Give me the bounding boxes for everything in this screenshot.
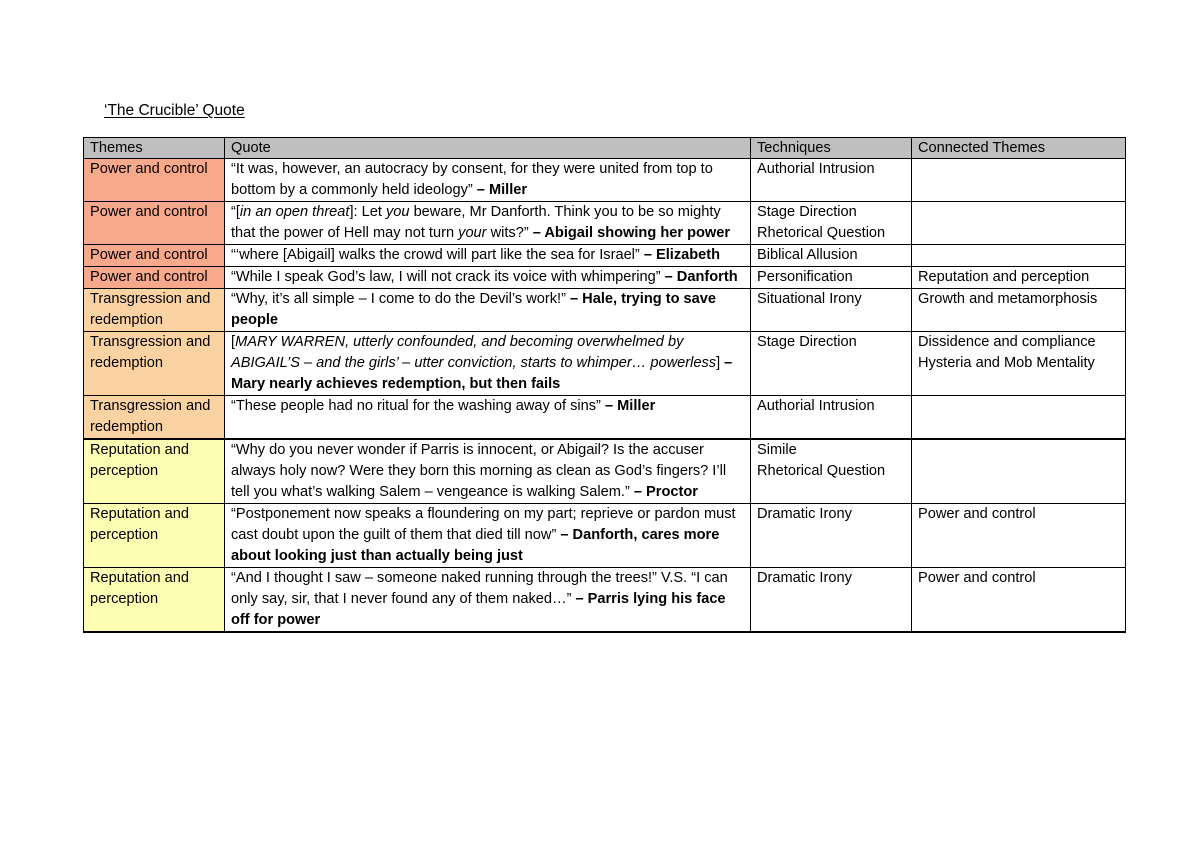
quote-cell (225, 245, 751, 267)
quote-attribution: – Danforth, cares more about looking just than actually being just (231, 527, 720, 564)
theme-cell: Transgression and redemption (84, 396, 225, 440)
quote-cell (225, 289, 751, 332)
quote-cell (225, 202, 751, 245)
connected-themes-cell (912, 439, 1126, 504)
connected-themes-cell (912, 396, 1126, 440)
quote-text: “And I thought I saw – someone naked running through the trees!” V.S. “I can only say, sir, that I never found any of them naked…” (231, 570, 728, 607)
technique-item: Dramatic Irony (757, 570, 852, 586)
quote-text: ]: Let (349, 204, 386, 220)
connected-themes-cell (912, 568, 1126, 633)
theme-cell: Power and control (84, 267, 225, 289)
theme-cell: Power and control (84, 159, 225, 202)
connected-themes-cell (912, 202, 1126, 245)
table-row (84, 332, 1126, 396)
techniques-cell (751, 267, 912, 289)
table-row (84, 159, 1126, 202)
technique-item: Situational Irony (757, 291, 862, 307)
quote-cell (225, 396, 751, 440)
document-title: ‘The Crucible’ Quote (104, 102, 245, 119)
quote-text: you (385, 204, 410, 220)
quote-attribution: – Parris lying his face off for power (231, 591, 726, 628)
connected-themes-cell (912, 504, 1126, 568)
techniques-cell (751, 439, 912, 504)
connected-themes-cell (912, 332, 1126, 396)
techniques-cell (751, 202, 912, 245)
technique-item: Biblical Allusion (757, 247, 858, 263)
technique-item: Personification (757, 269, 853, 285)
quote-text: “Why do you never wonder if Parris is innocent, or Abigail? Is the accuser always holy now? Were they born this morning as clean as God’s fingers? I’ll tell you what’s walking Salem – vengeance is walking Salem.” (231, 442, 727, 500)
quote-text: “[ (231, 204, 240, 220)
technique-item: Simile (757, 442, 797, 458)
connected-themes-cell (912, 245, 1126, 267)
connected-theme-item: Power and control (918, 570, 1036, 586)
technique-item: Rhetorical Question (757, 225, 886, 241)
connected-theme-item: Growth and metamorphosis (918, 291, 1098, 307)
theme-cell: Reputation and perception (84, 439, 225, 504)
theme-cell: Transgression and redemption (84, 289, 225, 332)
header-connected-themes: Connected Themes (912, 138, 1126, 159)
quote-text: beware, Mr Danforth. Think you to be so mighty that the power of Hell may not turn (231, 204, 721, 241)
theme-cell: Transgression and redemption (84, 332, 225, 396)
techniques-cell (751, 289, 912, 332)
connected-theme-item: Reputation and perception (918, 269, 1090, 285)
quote-attribution: – Miller (476, 182, 528, 198)
techniques-cell (751, 568, 912, 633)
quote-text: “Why, it’s all simple – I come to do the Devil’s work!” (231, 291, 571, 307)
table-row (84, 289, 1126, 332)
quote-text: MARY WARREN, utterly confounded, and becoming overwhelmed by ABIGAIL’S – and the girls’ – utter conviction, starts to whimper… powerless (231, 334, 717, 371)
connected-themes-cell (912, 159, 1126, 202)
connected-theme-item: Dissidence and compliance (918, 334, 1096, 350)
table-row (84, 245, 1126, 267)
table-body (84, 159, 1126, 633)
quote-text: your (458, 225, 487, 241)
quote-cell (225, 159, 751, 202)
techniques-cell (751, 332, 912, 396)
table-row (84, 396, 1126, 440)
techniques-cell (751, 396, 912, 440)
theme-cell: Reputation and perception (84, 504, 225, 568)
technique-item: Authorial Intrusion (757, 398, 875, 414)
technique-item: Stage Direction (757, 334, 857, 350)
quote-cell (225, 568, 751, 633)
quote-text: in an open threat (239, 204, 350, 220)
header-quote: Quote (225, 138, 751, 159)
connected-theme-item: Power and control (918, 506, 1036, 522)
quote-text: ] (716, 355, 725, 371)
quote-attribution: – Abigail showing her power (532, 225, 731, 241)
quote-cell (225, 504, 751, 568)
quote-text: [ (231, 334, 236, 350)
techniques-cell (751, 245, 912, 267)
techniques-cell (751, 159, 912, 202)
quote-text: “These people had no ritual for the washing away of sins” (231, 398, 605, 414)
quote-attribution: – Danforth (664, 269, 738, 285)
table-row (84, 568, 1126, 633)
quote-text: “Postponement now speaks a floundering on my part; reprieve or pardon must cast doubt upon the guilt of them that died till now” (231, 506, 736, 543)
theme-cell: Power and control (84, 202, 225, 245)
technique-item: Dramatic Irony (757, 506, 852, 522)
table-row (84, 504, 1126, 568)
quote-attribution: – Hale, trying to save people (231, 291, 717, 328)
quote-text: “While I speak God’s law, I will not crack its voice with whimpering” (231, 269, 665, 285)
theme-cell: Reputation and perception (84, 568, 225, 633)
connected-themes-cell (912, 289, 1126, 332)
techniques-cell (751, 504, 912, 568)
header-themes: Themes (84, 138, 225, 159)
technique-item: Rhetorical Question (757, 463, 886, 479)
quote-table (83, 137, 1126, 633)
quote-attribution: – Proctor (633, 484, 698, 500)
connected-themes-cell (912, 267, 1126, 289)
table-row (84, 202, 1126, 245)
quote-attribution: – Elizabeth (643, 247, 721, 263)
connected-theme-item: Hysteria and Mob Mentality (918, 355, 1095, 371)
theme-cell: Power and control (84, 245, 225, 267)
quote-cell (225, 332, 751, 396)
table-header-row (84, 138, 1126, 159)
quote-text: wits?” (486, 225, 533, 241)
quote-cell (225, 439, 751, 504)
quote-attribution: – Miller (604, 398, 656, 414)
header-techniques: Techniques (751, 138, 912, 159)
technique-item: Stage Direction (757, 204, 857, 220)
quote-text: “‘where [Abigail] walks the crowd will part like the sea for Israel” (231, 247, 644, 263)
quote-text: “It was, however, an autocracy by consent, for they were united from top to bottom by a commonly held ideology” (231, 161, 713, 198)
table-row (84, 439, 1126, 504)
quote-attribution: – Mary nearly achieves redemption, but then fails (231, 355, 733, 392)
table-row (84, 267, 1126, 289)
technique-item: Authorial Intrusion (757, 161, 875, 177)
quote-cell (225, 267, 751, 289)
